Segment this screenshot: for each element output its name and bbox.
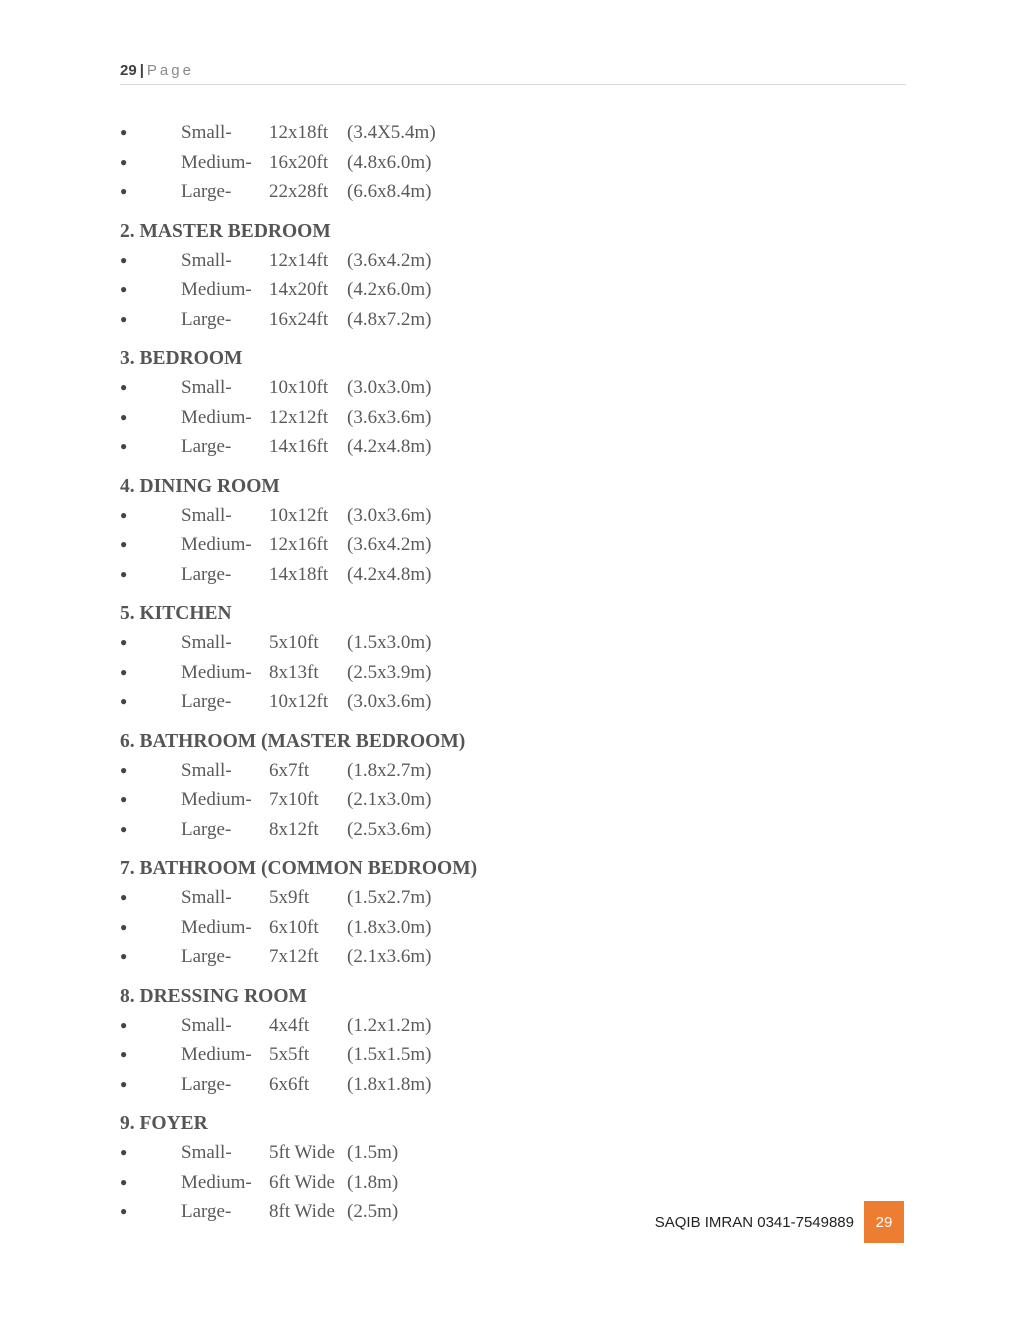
metric-dimension: (1.5x2.7m) — [347, 887, 432, 908]
room-section — [120, 852, 906, 972]
list-item — [120, 275, 906, 305]
feet-dimension: 5x10ft — [269, 632, 319, 653]
header-page-number: 29 — [120, 62, 137, 79]
feet-dimension: 7x10ft — [269, 789, 319, 810]
metric-dimension: (3.6x4.2m) — [347, 249, 432, 271]
size-label: Small- — [181, 759, 232, 781]
list-item — [120, 883, 906, 913]
metric-dimension: (3.0x3.6m) — [347, 504, 432, 526]
list-item — [120, 756, 906, 786]
list-item — [120, 1040, 906, 1070]
bullet-icon: ● — [120, 890, 128, 904]
footer-author: SAQIB IMRAN 0341-7549889 — [654, 1213, 854, 1231]
size-label: Large- — [181, 436, 232, 457]
list-item — [120, 432, 906, 462]
section-heading: 5. KITCHEN — [120, 603, 232, 624]
feet-dimension: 10x10ft — [269, 377, 329, 398]
list-item — [120, 246, 906, 276]
bullet-icon: ● — [120, 919, 128, 934]
metric-dimension: (3.6x3.6m) — [347, 406, 432, 428]
bullet-icon: ● — [120, 635, 128, 649]
size-label: Small- — [181, 377, 232, 398]
metric-dimension: (3.0x3.0m) — [347, 377, 432, 398]
size-label: Small- — [181, 249, 232, 271]
size-label: Small- — [181, 504, 232, 526]
list-item — [120, 560, 906, 590]
section-heading: 9. FOYER — [120, 1113, 208, 1134]
room-size-list — [120, 118, 906, 1227]
room-section — [120, 725, 906, 845]
footer-page-badge: 29 — [864, 1201, 904, 1243]
list-item — [120, 403, 906, 433]
metric-dimension: (1.8m) — [347, 1171, 399, 1193]
metric-dimension: (1.2x1.2m) — [347, 1014, 432, 1036]
bullet-icon: ● — [120, 154, 128, 169]
list-item — [120, 1070, 906, 1100]
metric-dimension: (1.8x1.8m) — [347, 1073, 432, 1095]
metric-dimension: (1.5x3.0m) — [347, 632, 432, 653]
header-page-word: Page — [146, 62, 194, 79]
bullet-icon: ● — [120, 664, 128, 679]
feet-dimension: 12x16ft — [269, 534, 329, 555]
list-item — [120, 658, 906, 688]
bullet-icon: ● — [120, 537, 128, 551]
list-item — [120, 118, 906, 148]
size-label: Small- — [181, 1014, 232, 1036]
metric-dimension: (1.8x3.0m) — [347, 916, 432, 938]
list-item — [120, 942, 906, 972]
bullet-icon: ● — [120, 949, 128, 963]
bullet-icon: ● — [120, 409, 128, 424]
feet-dimension: 6ft Wide — [269, 1171, 335, 1193]
bullet-icon: ● — [120, 507, 128, 522]
size-label: Medium- — [181, 151, 252, 173]
list-item — [120, 177, 906, 207]
metric-dimension: (2.1x3.6m) — [347, 946, 432, 967]
size-label: Large- — [181, 691, 232, 712]
bullet-icon: ● — [120, 252, 128, 267]
intro-list — [120, 118, 906, 207]
metric-dimension: (1.5x1.5m) — [347, 1044, 432, 1065]
section-heading: 6. BATHROOM (MASTER BEDROOM) — [120, 730, 466, 752]
size-label: Small- — [181, 632, 232, 653]
list-item — [120, 1168, 906, 1198]
feet-dimension: 5x5ft — [269, 1044, 310, 1065]
section-heading: 2. MASTER BEDROOM — [120, 220, 331, 242]
size-label: Medium- — [181, 1171, 252, 1193]
bullet-icon: ● — [120, 282, 128, 296]
bullet-icon: ● — [120, 439, 128, 453]
size-label: Small- — [181, 887, 232, 908]
size-label: Large- — [181, 818, 232, 840]
feet-dimension: 8x13ft — [269, 661, 319, 683]
room-section — [120, 342, 906, 462]
feet-dimension: 5ft Wide — [269, 1142, 335, 1163]
list-item — [120, 628, 906, 658]
section-heading: 4. DINING ROOM — [120, 475, 280, 497]
list-item — [120, 687, 906, 717]
page-footer — [655, 1201, 904, 1243]
size-label: Medium- — [181, 279, 252, 300]
size-label: Small- — [181, 122, 232, 143]
feet-dimension: 4x4ft — [269, 1014, 310, 1036]
feet-dimension: 8ft Wide — [269, 1201, 335, 1222]
list-item — [120, 305, 906, 335]
bullet-icon: ● — [120, 380, 128, 394]
metric-dimension: (4.2x4.8m) — [347, 563, 432, 585]
feet-dimension: 6x10ft — [269, 916, 319, 938]
metric-dimension: (4.2x6.0m) — [347, 279, 432, 300]
room-section — [120, 597, 906, 717]
size-label: Medium- — [181, 661, 252, 683]
metric-dimension: (2.5m) — [347, 1201, 399, 1222]
size-label: Medium- — [181, 1044, 252, 1065]
feet-dimension: 22x28ft — [269, 181, 329, 202]
section-heading: 7. BATHROOM (COMMON BEDROOM) — [120, 858, 478, 879]
bullet-icon: ● — [120, 566, 128, 581]
metric-dimension: (1.8x2.7m) — [347, 759, 432, 781]
feet-dimension: 16x24ft — [269, 308, 329, 330]
bullet-icon: ● — [120, 1174, 128, 1189]
bullet-icon: ● — [120, 125, 128, 139]
list-item — [120, 530, 906, 560]
bullet-icon: ● — [120, 1076, 128, 1091]
size-label: Medium- — [181, 534, 252, 555]
size-label: Medium- — [181, 406, 252, 428]
bullet-icon: ● — [120, 311, 128, 326]
list-item — [120, 815, 906, 845]
size-label: Large- — [181, 308, 232, 330]
metric-dimension: (3.0x3.6m) — [347, 691, 432, 712]
metric-dimension: (2.5x3.9m) — [347, 661, 432, 683]
metric-dimension: (6.6x8.4m) — [347, 181, 432, 202]
list-item — [120, 1138, 906, 1168]
metric-dimension: (4.2x4.8m) — [347, 436, 432, 457]
feet-dimension: 16x20ft — [269, 151, 329, 173]
bullet-icon: ● — [120, 762, 128, 777]
metric-dimension: (3.4X5.4m) — [347, 122, 436, 143]
feet-dimension: 10x12ft — [269, 691, 329, 712]
size-label: Large- — [181, 563, 232, 585]
metric-dimension: (1.5m) — [347, 1142, 399, 1163]
feet-dimension: 10x12ft — [269, 504, 329, 526]
list-item — [120, 148, 906, 178]
sections — [120, 215, 906, 1227]
metric-dimension: (3.6x4.2m) — [347, 534, 432, 555]
size-label: Large- — [181, 1073, 232, 1095]
feet-dimension: 5x9ft — [269, 887, 310, 908]
list-item — [120, 501, 906, 531]
bullet-icon: ● — [120, 1047, 128, 1061]
feet-dimension: 14x16ft — [269, 436, 329, 457]
page-header — [120, 60, 906, 85]
feet-dimension: 14x18ft — [269, 563, 329, 585]
metric-dimension: (2.5x3.6m) — [347, 818, 432, 840]
room-section — [120, 980, 906, 1100]
bullet-icon: ● — [120, 1145, 128, 1159]
list-item — [120, 913, 906, 943]
metric-dimension: (4.8x6.0m) — [347, 151, 432, 173]
metric-dimension: (4.8x7.2m) — [347, 308, 432, 330]
bullet-icon: ● — [120, 1204, 128, 1218]
section-heading: 3. BEDROOM — [120, 348, 243, 369]
feet-dimension: 6x6ft — [269, 1073, 310, 1095]
room-section — [120, 215, 906, 335]
feet-dimension: 12x14ft — [269, 249, 329, 271]
list-item — [120, 1011, 906, 1041]
size-label: Small- — [181, 1142, 232, 1163]
size-label: Large- — [181, 946, 232, 967]
room-section — [120, 470, 906, 590]
size-label: Large- — [181, 181, 232, 202]
metric-dimension: (2.1x3.0m) — [347, 789, 432, 810]
feet-dimension: 12x12ft — [269, 406, 329, 428]
header-separator: | — [139, 62, 144, 79]
feet-dimension: 8x12ft — [269, 818, 319, 840]
section-heading: 8. DRESSING ROOM — [120, 985, 307, 1007]
size-label: Medium- — [181, 789, 252, 810]
bullet-icon: ● — [120, 694, 128, 708]
bullet-icon: ● — [120, 792, 128, 806]
size-label: Large- — [181, 1201, 232, 1222]
feet-dimension: 12x18ft — [269, 122, 329, 143]
size-label: Medium- — [181, 916, 252, 938]
feet-dimension: 7x12ft — [269, 946, 319, 967]
feet-dimension: 14x20ft — [269, 279, 329, 300]
bullet-icon: ● — [120, 1017, 128, 1032]
bullet-icon: ● — [120, 184, 128, 198]
list-item — [120, 373, 906, 403]
bullet-icon: ● — [120, 821, 128, 836]
feet-dimension: 6x7ft — [269, 759, 310, 781]
list-item — [120, 785, 906, 815]
